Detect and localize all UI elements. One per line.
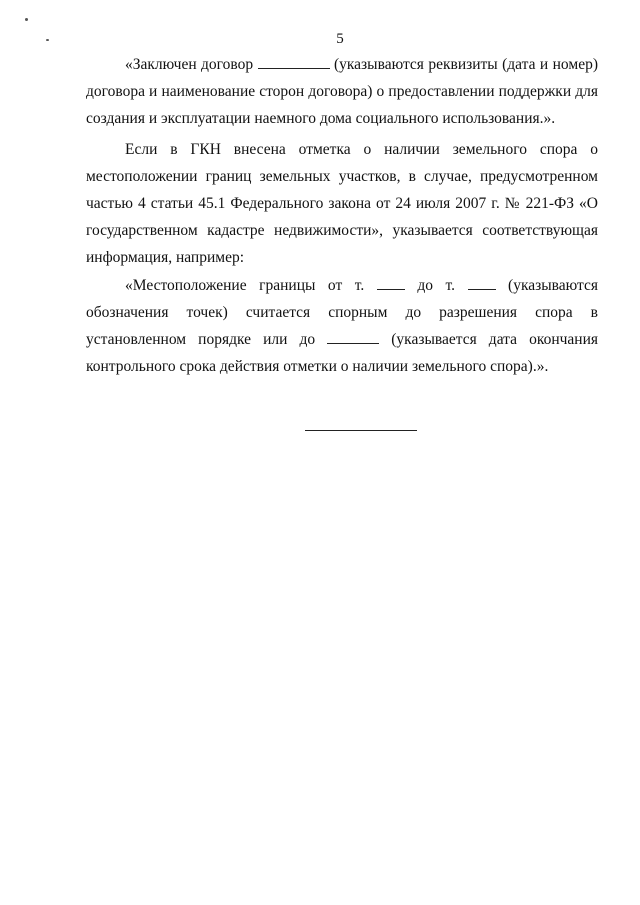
paragraph-text: «Местоположение границы от т. (125, 277, 365, 294)
paragraph-text: «Заключен договор (125, 56, 254, 73)
blank-line (258, 54, 330, 69)
paragraph-text: (указываются обозначения точек) считается спорным до разрешения спора в установленном порядке или до (86, 277, 599, 348)
paragraph-land-dispute (86, 136, 598, 271)
paragraph-text: до т. (417, 277, 455, 294)
paragraph-boundary-example (86, 272, 598, 380)
blank-line (377, 275, 405, 290)
scan-speck (25, 18, 28, 21)
paragraph-text: (указываются реквизиты (дата и номер) договора и наименование сторон договора) о предоставлении поддержки для создания и эксплуатации наемного дома социального использования.». (86, 56, 598, 127)
paragraph-contract-concluded (86, 51, 598, 132)
page-number: 5 (336, 31, 344, 47)
end-separator-line (305, 430, 417, 431)
blank-line (327, 329, 379, 344)
paragraph-text: Если в ГКН внесена отметка о наличии земельного спора о местоположении границ земельных участков, в случае, предусмотренном частью 4 статьи 45.1 Федерального закона от 24 июля 2007 г. № 221-ФЗ «О государственном кадастре недвижимости», указывается соответствующая информация, например: (86, 141, 598, 266)
paragraph-text: (указывается дата окончания контрольного срока действия отметки о наличии земельного спора).». (86, 331, 599, 375)
blank-line (468, 275, 496, 290)
